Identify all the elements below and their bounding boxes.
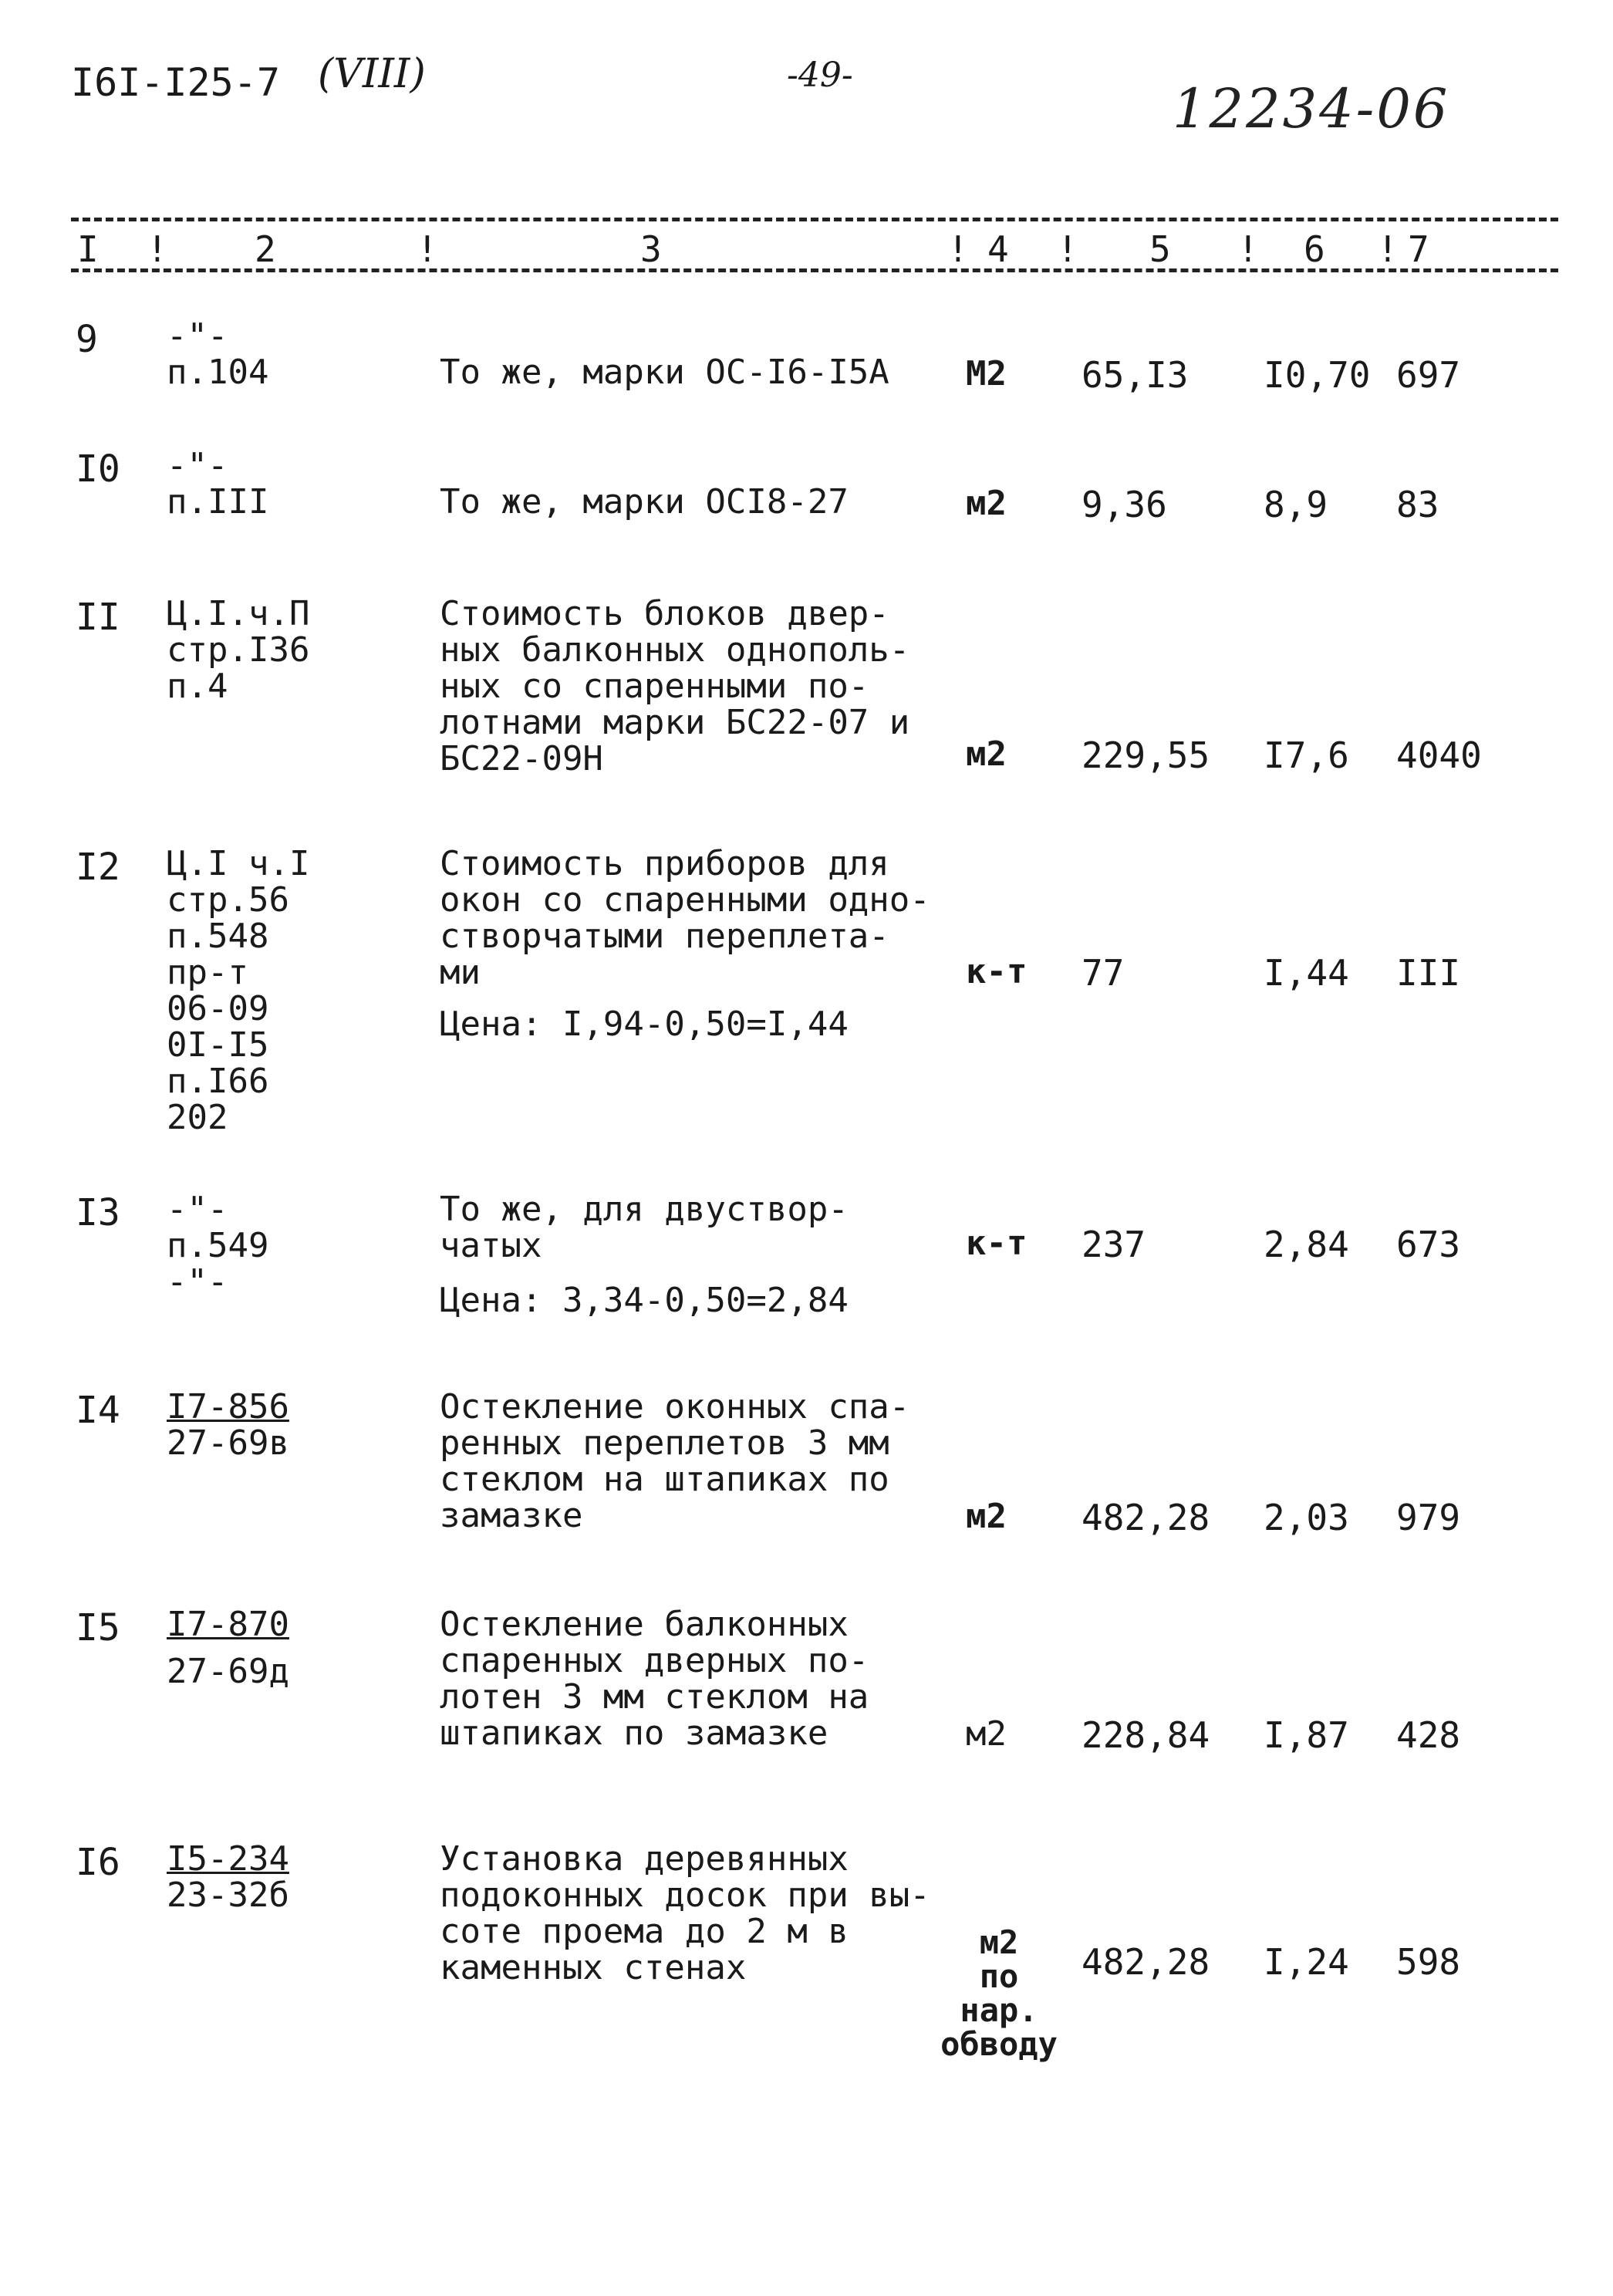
reference-line: стр.56 (167, 880, 289, 920)
row-quantity: 9,36 (1082, 484, 1167, 525)
description-line: каменных стенах (440, 1948, 747, 1987)
column-header-6: 6 (1304, 228, 1325, 270)
reference-line: п.4 (167, 667, 228, 706)
reference-line: 23-32б (167, 1876, 289, 1915)
column-header-1: I (77, 228, 99, 270)
reference-line: -"- (167, 316, 228, 356)
reference-line: I7-870 (167, 1605, 289, 1644)
description-line: соте проема до 2 м в (440, 1912, 849, 1951)
reference-line: -"- (167, 1262, 228, 1302)
description-line: Стоимость приборов для (440, 844, 889, 883)
document-code-handwritten: (VIII) (318, 51, 426, 97)
row-quantity: 482,28 (1082, 1941, 1210, 1983)
reference-line: Ц.I ч.I (167, 844, 310, 883)
row-price: I7,6 (1264, 734, 1349, 776)
description-line: лотен 3 мм стеклом на (440, 1677, 869, 1717)
header-top-rule (71, 218, 1558, 221)
row-number: I3 (76, 1191, 120, 1234)
row-price: 8,9 (1264, 484, 1328, 525)
description-line: ми (440, 953, 481, 992)
row-reference (167, 596, 309, 704)
row-reference (167, 1191, 268, 1300)
reference-line: 0I-I5 (167, 1025, 269, 1065)
description-line: Установка деревянных (440, 1839, 849, 1879)
row-total: 979 (1396, 1497, 1461, 1538)
header-bottom-rule (71, 268, 1558, 272)
description-line: БС22-09Н (440, 739, 603, 778)
description-line: Остекление балконных (440, 1605, 849, 1644)
row-total: 673 (1396, 1224, 1461, 1265)
row-price: I0,70 (1264, 354, 1371, 396)
column-header-7: 7 (1408, 228, 1429, 270)
reference-line: п.549 (167, 1226, 269, 1265)
description-line: То же, марки ОСI8-27 (440, 482, 849, 522)
column-separator: ! (1057, 228, 1078, 270)
row-total: 697 (1396, 354, 1461, 396)
row-quantity: 229,55 (1082, 734, 1210, 776)
column-header-2: 2 (255, 228, 276, 270)
row-description (440, 596, 909, 777)
reference-line: -"- (167, 1190, 228, 1229)
row-unit: М2 (966, 354, 1007, 393)
description-line: ренных переплетов 3 мм (440, 1423, 889, 1463)
row-quantity: 482,28 (1082, 1497, 1210, 1538)
row-number: I2 (76, 846, 120, 889)
column-separator: ! (1237, 228, 1259, 270)
row-quantity: 65,I3 (1082, 354, 1189, 396)
row-reference (167, 1606, 289, 1690)
unit-line: м2 (979, 1923, 1019, 1961)
row-price: 2,03 (1264, 1497, 1349, 1538)
reference-line: Ц.I.ч.П (167, 594, 310, 633)
row-unit: м2 (966, 484, 1007, 523)
row-unit: к-т (966, 952, 1028, 991)
description-line: штапиках по замазке (440, 1714, 828, 1753)
column-separator: ! (417, 228, 438, 270)
row-price: I,24 (1264, 1941, 1349, 1983)
price-note: Цена: 3,34-0,50=2,84 (440, 1281, 849, 1320)
description-line: То же, марки ОС-I6-I5А (440, 353, 889, 392)
row-description (440, 484, 849, 520)
row-reference (167, 846, 309, 1136)
row-description (440, 1191, 849, 1264)
column-separator: ! (1377, 228, 1399, 270)
description-line: ных со спаренными по- (440, 667, 869, 706)
row-description (440, 354, 889, 390)
unit-line: обводу (940, 2025, 1058, 2063)
reference-line: п.548 (167, 917, 269, 956)
description-line: лотнами марки БС22-07 и (440, 703, 910, 742)
unit-line: по (979, 1957, 1019, 1995)
row-number: 9 (76, 318, 98, 361)
reference-line: п.I66 (167, 1062, 269, 1101)
description-line: стеклом на штапиках по (440, 1460, 889, 1499)
reference-line: пр-т (167, 953, 248, 992)
reference-line: п.III (167, 482, 269, 522)
row-unit: м2 (966, 734, 1007, 774)
reference-line: 06-09 (167, 989, 269, 1028)
row-reference (167, 1389, 289, 1461)
reference-line: п.104 (167, 353, 269, 392)
row-total: 428 (1396, 1714, 1461, 1756)
description-line: окон со спаренными одно- (440, 880, 930, 920)
page-number: -49- (787, 56, 853, 95)
column-separator: ! (147, 228, 168, 270)
description-line: замазке (440, 1496, 583, 1535)
description-line: спаренных дверных по- (440, 1641, 869, 1680)
row-total: 598 (1396, 1941, 1461, 1983)
reference-line: I5-234 (167, 1839, 289, 1879)
row-quantity: 77 (1082, 952, 1125, 994)
column-header-3: 3 (640, 228, 662, 270)
column-header-4: 4 (987, 228, 1009, 270)
reference-line: 27-69д (167, 1652, 289, 1691)
row-number: I0 (76, 447, 120, 491)
price-note: Цена: I,94-0,50=I,44 (440, 1004, 849, 1044)
row-description (440, 846, 930, 991)
document-code: I6I-I25-7 (71, 60, 280, 105)
row-unit: м2 (966, 1714, 1007, 1754)
row-quantity: 237 (1082, 1224, 1146, 1265)
row-number: I5 (76, 1606, 120, 1649)
row-total: 83 (1396, 484, 1439, 525)
column-header-5: 5 (1149, 228, 1171, 270)
row-reference (167, 1841, 289, 1913)
description-line: чатых (440, 1226, 542, 1265)
row-total: III (1396, 952, 1461, 994)
row-reference (167, 318, 268, 390)
unit-line: нар. (960, 1991, 1038, 2029)
row-price: 2,84 (1264, 1224, 1349, 1265)
row-description (440, 1841, 930, 1986)
row-reference (167, 447, 268, 520)
row-description (440, 1389, 909, 1534)
row-unit (926, 1923, 1072, 2063)
row-number: I6 (76, 1841, 120, 1884)
row-unit: м2 (966, 1497, 1007, 1536)
reference-line: 202 (167, 1098, 228, 1137)
description-line: Остекление оконных спа- (440, 1387, 910, 1427)
row-total: 4040 (1396, 734, 1482, 776)
description-line: створчатыми переплета- (440, 917, 889, 956)
row-number: I4 (76, 1389, 120, 1432)
reference-line: стр.I36 (167, 630, 310, 670)
reference-line: 27-69в (167, 1423, 289, 1463)
description-line: Стоимость блоков двер- (440, 594, 889, 633)
description-line: подоконных досок при вы- (440, 1876, 930, 1915)
row-quantity: 228,84 (1082, 1714, 1210, 1756)
reference-line: I7-856 (167, 1387, 289, 1427)
row-number: II (76, 596, 120, 639)
reference-line: -"- (167, 446, 228, 485)
description-line: То же, для двуствор- (440, 1190, 849, 1229)
document-number: 12234-06 (1173, 77, 1450, 140)
description-line: ных балконных однополь- (440, 630, 910, 670)
row-unit: к-т (966, 1224, 1028, 1263)
row-price: I,87 (1264, 1714, 1349, 1756)
row-price: I,44 (1264, 952, 1349, 994)
row-description (440, 1606, 869, 1751)
column-separator: ! (947, 228, 969, 270)
